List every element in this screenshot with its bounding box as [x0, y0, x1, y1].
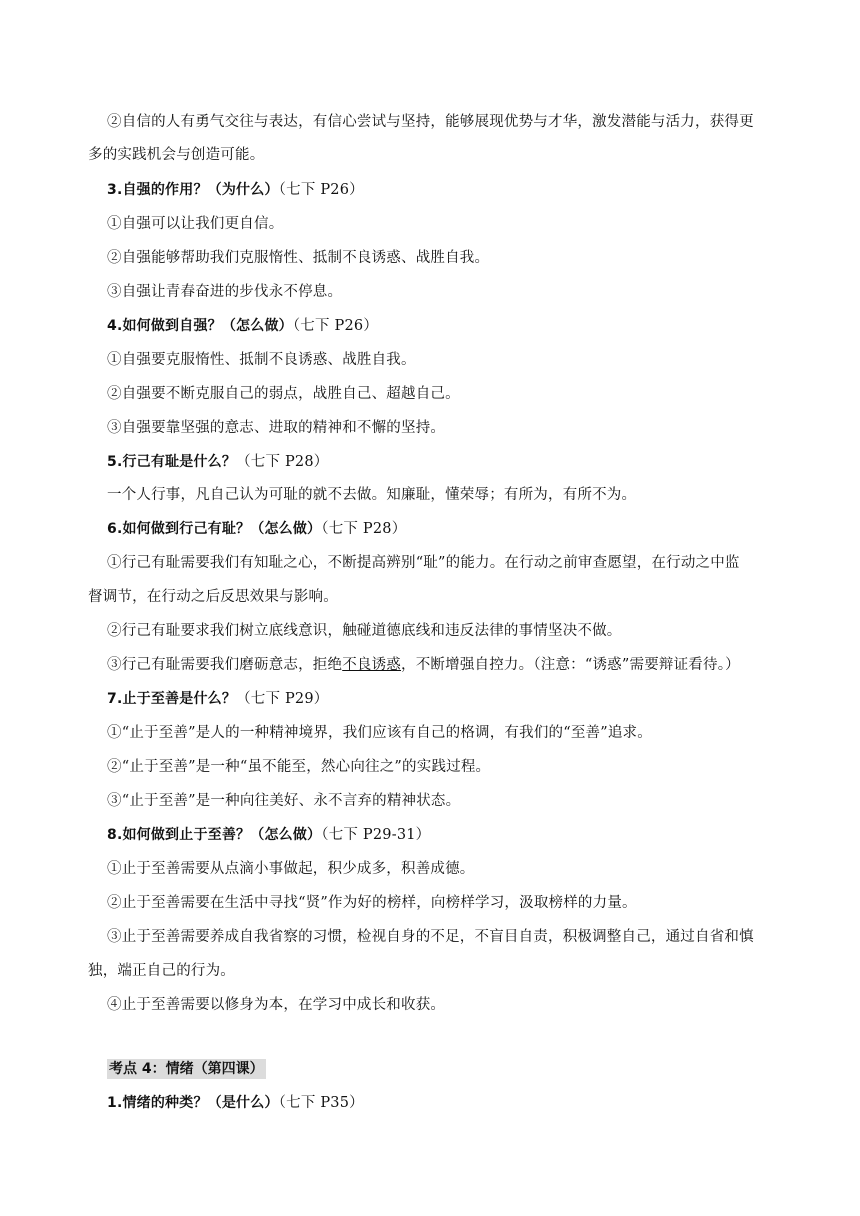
answer-line: ②止于至善需要在生活中寻找“贤”作为好的榜样，向榜样学习，汲取榜样的力量。 [107, 895, 637, 911]
answer-line: ①行己有耻需要我们有知耻之心，不断提高辨别“耻”的能力。在行动之前审查愿望，在行动之中监 [107, 555, 740, 571]
question-title: 5.行己有耻是什么？ [107, 454, 237, 470]
textbook-reference: （七下 P29） [236, 691, 329, 707]
answer-line: ①“止于至善”是人的一种精神境界，我们应该有自己的格调，有我们的“至善”追求。 [107, 725, 652, 741]
answer-line: ③自强要靠坚强的意志、进取的精神和不懈的坚持。 [107, 420, 446, 436]
answer-line: ②自强能够帮助我们克服惰性、抵制不良诱惑、战胜自我。 [107, 250, 490, 266]
answer-line: 独，端正自己的行为。 [88, 963, 235, 979]
textbook-reference: （七下 P35） [278, 1095, 364, 1111]
answer-line: ④止于至善需要以修身为本，在学习中成长和收获。 [107, 997, 446, 1013]
textbook-reference: （七下 P26） [292, 318, 379, 334]
answer-line [107, 655, 740, 675]
question-heading [107, 689, 328, 709]
answer-text: ③行己有耻需要我们磨砺意志，拒绝 [107, 657, 343, 673]
question-heading [107, 180, 364, 200]
answer-line: ②自强要不断克服自己的弱点，战胜自己、超越自己。 [107, 386, 460, 402]
answer-line: ②“止于至善”是一种“虽不能至，然心向往之”的实践过程。 [107, 759, 491, 775]
answer-line: 一个人行事，凡自己认为可耻的就不去做。知廉耻，懂荣辱；有所为，有所不为。 [107, 487, 637, 503]
textbook-reference: （七下 P29-31） [321, 827, 431, 843]
answer-text: ，不断增强自控力。（注意：“诱惑”需要辩证看待。） [401, 657, 740, 673]
textbook-reference: （七下 P28） [236, 454, 329, 470]
answer-line: ①止于至善需要从点滴小事做起，积少成多，积善成德。 [107, 861, 475, 877]
question-heading [107, 519, 406, 539]
textbook-reference: （七下 P26） [278, 182, 364, 198]
paragraph-line: 多的实践机会与创造可能。 [88, 147, 265, 163]
question-title: 1.情绪的种类？（是什么） [107, 1095, 279, 1111]
answer-line: ①自强要克服惰性、抵制不良诱惑、战胜自我。 [107, 352, 416, 368]
answer-line: ③止于至善需要养成自我省察的习惯，检视自身的不足，不盲目自责，积极调整自己，通过自省和慎 [107, 929, 754, 945]
underlined-text: 不良诱惑 [342, 657, 402, 673]
answer-line: ②行己有耻要求我们树立底线意识，触碰道德底线和违反法律的事情坚决不做。 [107, 623, 622, 639]
question-title: 7.止于至善是什么？ [107, 691, 237, 707]
question-heading [107, 316, 378, 336]
paragraph-line: ②自信的人有勇气交往与表达，有信心尝试与坚持，能够展现优势与才华，激发潜能与活力，获得更 [107, 114, 754, 130]
answer-line: ③“止于至善”是一种向往美好、永不言弃的精神状态。 [107, 793, 461, 809]
question-heading [107, 1093, 364, 1113]
question-title: 6.如何做到行己有耻？（怎么做） [107, 521, 322, 537]
textbook-reference: （七下 P28） [321, 521, 407, 537]
answer-line: ①自强可以让我们更自信。 [107, 216, 284, 232]
question-title: 8.如何做到止于至善？（怎么做） [107, 827, 322, 843]
question-heading [107, 452, 328, 472]
section-heading: 考点 4：情绪（第四课） [109, 1061, 264, 1077]
question-heading [107, 825, 430, 845]
question-title: 4.如何做到自强？（怎么做） [107, 318, 293, 334]
answer-line: ③自强让青春奋进的步伐永不停息。 [107, 284, 343, 300]
answer-line: 督调节，在行动之后反思效果与影响。 [88, 589, 338, 605]
question-title: 3.自强的作用？（为什么） [107, 182, 279, 198]
